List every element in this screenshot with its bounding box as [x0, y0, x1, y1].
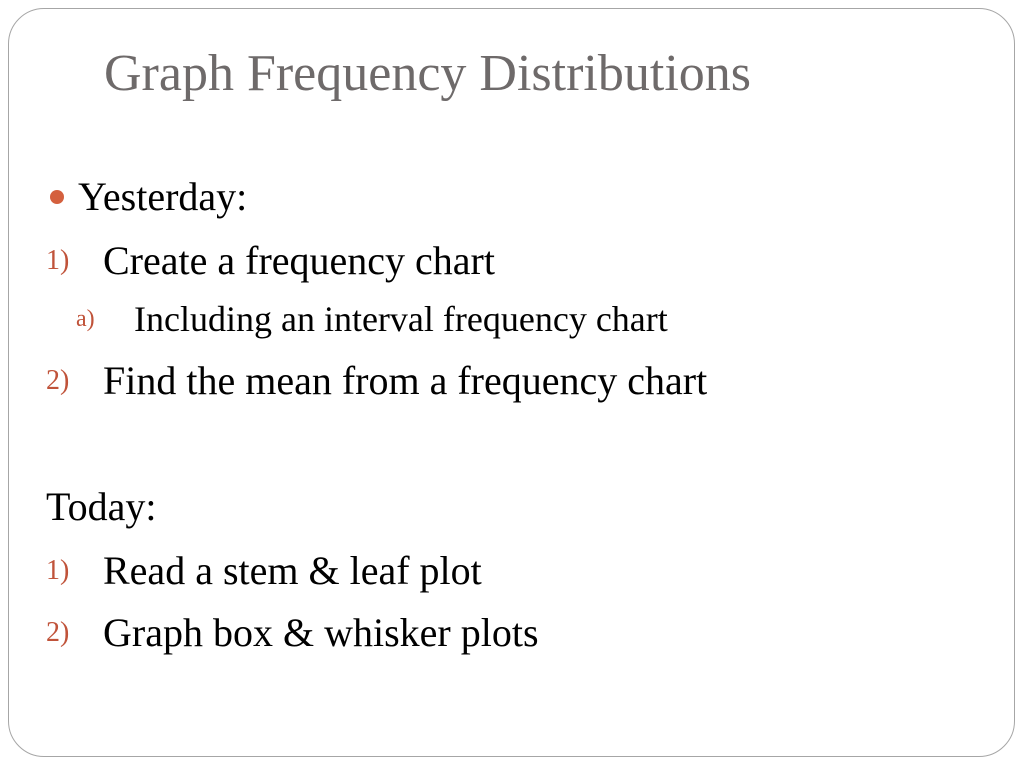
yesterday-item-1-text: Create a frequency chart	[103, 238, 495, 283]
slide-title: Graph Frequency Distributions	[104, 45, 752, 102]
yesterday-heading: Yesterday:	[78, 174, 248, 219]
yesterday-subitem-a-marker: a)	[76, 306, 95, 332]
yesterday-item-1-marker: 1)	[46, 245, 70, 276]
today-item-2-text: Graph box & whisker plots	[103, 610, 539, 655]
today-item-2-marker: 2)	[46, 617, 70, 648]
yesterday-item-2-marker: 2)	[46, 365, 70, 396]
today-heading: Today:	[46, 484, 157, 529]
today-item-1-marker: 1)	[46, 555, 70, 586]
yesterday-subitem-a-text: Including an interval frequency chart	[134, 299, 668, 339]
orange-dot-bullet-icon	[50, 190, 64, 204]
yesterday-item-2-text: Find the mean from a frequency chart	[103, 358, 708, 403]
today-item-1-text: Read a stem & leaf plot	[103, 548, 482, 593]
